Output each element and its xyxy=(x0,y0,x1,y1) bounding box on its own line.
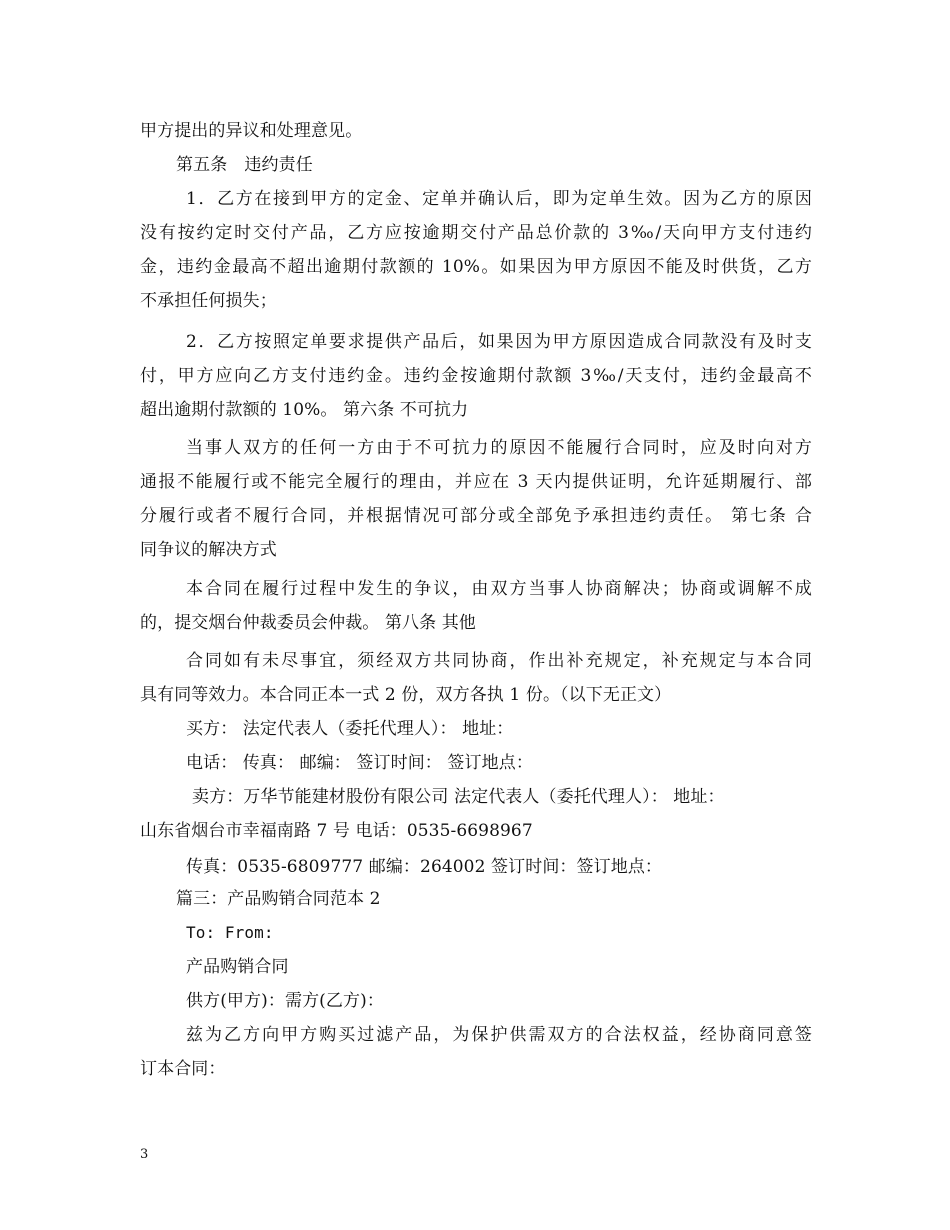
text-line: 的，提交烟台仲裁委员会仲裁。 第八条 其他 xyxy=(140,613,476,633)
text-line: 本合同在履行过程中发生的争议，由双方当事人协商解决；协商或调解不成 xyxy=(186,579,812,599)
text-line: 分履行或者不履行合同，并根据情况可部分或全部免予承担违约责任。 第七条 合 xyxy=(140,506,812,526)
text-line: 具有同等效力。本合同正本一式 2 份，双方各执 1 份。（以下无正文） xyxy=(140,685,672,705)
text-line: 超出逾期付款额的 10%。 第六条 不可抗力 xyxy=(140,400,469,420)
text-line: 通报不能履行或不能完全履行的理由，并应在 3 天内提供证明，允许延期履行、部 xyxy=(140,472,812,492)
contract-title: 产品购销合同 xyxy=(186,957,289,977)
section-heading: 第五条 违约责任 xyxy=(176,155,313,175)
signature-line: 电话： 传真： 邮编： 签订时间： 签订地点： xyxy=(186,753,533,773)
text-line: 1．乙方在接到甲方的定金、定单并确认后，即为定单生效。因为乙方的原因 xyxy=(186,189,812,209)
text-line: 供方(甲方)：需方(乙方)： xyxy=(186,991,384,1011)
signature-line: 山东省烟台市幸福南路 7 号 电话：0535-6698967 xyxy=(140,821,533,841)
page-number: 3 xyxy=(140,1147,149,1162)
text-line: 兹为乙方向甲方购买过滤产品，为保护供需双方的合法权益，经协商同意签 xyxy=(186,1025,812,1045)
text-line: 同争议的解决方式 xyxy=(140,540,277,560)
text-line: 订本合同： xyxy=(140,1059,226,1079)
signature-line: 卖方：万华节能建材股份有限公司 法定代表人（委托代理人）： 地址： xyxy=(192,787,725,807)
section-heading: 篇三：产品购销合同范本 2 xyxy=(176,889,381,909)
text-line: 甲方提出的异议和处理意见。 xyxy=(140,121,363,141)
text-line: 当事人双方的任何一方由于不可抗力的原因不能履行合同时，应及时向对方 xyxy=(186,438,812,458)
text-line: 没有按约定时交付产品，乙方应按逾期交付产品总价款的 3‰/天向甲方支付违约 xyxy=(140,223,812,243)
signature-line: 传真：0535-6809777 邮编：264002 签订时间：签订地点： xyxy=(186,857,663,877)
text-line: 2．乙方按照定单要求提供产品后，如果因为甲方原因造成合同款没有及时支 xyxy=(186,332,812,352)
text-line: 金，违约金最高不超出逾期付款额的 10%。如果因为甲方原因不能及时供货，乙方 xyxy=(140,257,812,277)
signature-line: 买方： 法定代表人（委托代理人）： 地址： xyxy=(186,719,514,739)
text-line: 付，甲方应向乙方支付违约金。违约金按逾期付款额 3‰/天支付，违约金最高不 xyxy=(140,366,812,386)
text-line: 合同如有未尽事宜，须经双方共同协商，作出补充规定，补充规定与本合同 xyxy=(186,651,812,671)
text-line: 不承担任何损失； xyxy=(140,291,277,311)
text-line: To: From: xyxy=(186,923,274,942)
